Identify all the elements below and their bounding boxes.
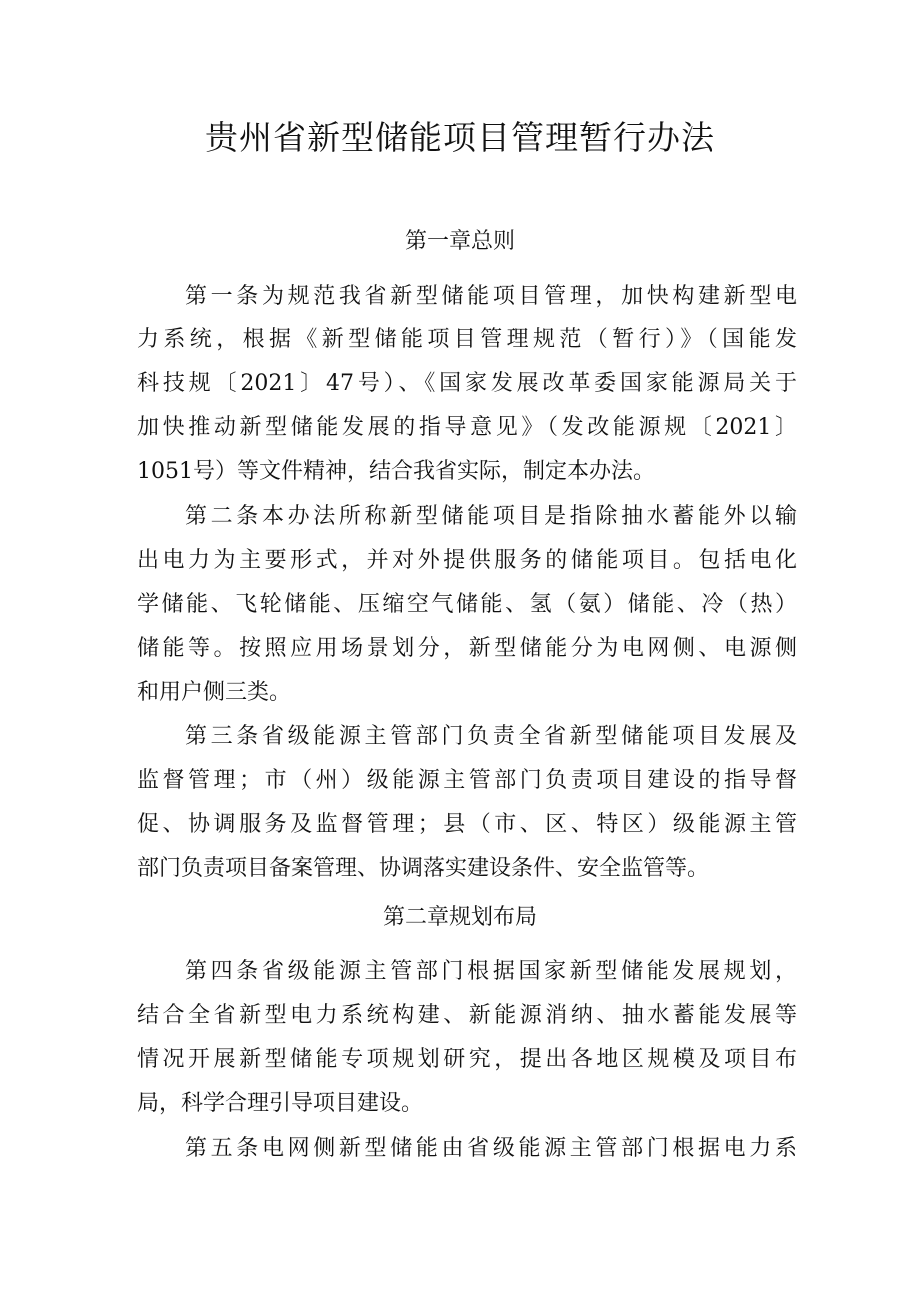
- paragraph-line: 储能等。按照应用场景划分，新型储能分为电网侧、电源侧: [137, 636, 797, 661]
- paragraph-line: 科技规〔2021〕47号）、《国家发展改革委国家能源局关于: [137, 371, 797, 396]
- paragraph-line: 结合全省新型电力系统构建、新能源消纳、抽水蓄能发展等: [137, 1003, 797, 1028]
- paragraph-line: 情况开展新型储能专项规划研究，提出各地区规模及项目布: [137, 1047, 797, 1072]
- paragraph-line: 促、协调服务及监督管理；县（市、区、特区）级能源主管: [137, 812, 797, 837]
- paragraph-line: 力系统，根据《新型储能项目管理规范（暂行）》（国能发: [137, 327, 797, 352]
- paragraph-line: 第四条省级能源主管部门根据国家新型储能发展规划，: [185, 959, 797, 984]
- paragraph-line: 监督管理；市（州）级能源主管部门负责项目建设的指导督: [137, 768, 797, 793]
- document-title: 贵州省新型储能项目管理暂行办法: [205, 118, 715, 157]
- paragraph-line: 第三条省级能源主管部门负责全省新型储能项目发展及: [185, 724, 797, 749]
- paragraph-line: 1051号）等文件精神，结合我省实际，制定本办法。: [137, 459, 655, 484]
- paragraph-line: 第一条为规范我省新型储能项目管理，加快构建新型电: [185, 284, 797, 309]
- chapter-heading: 第一章总则: [404, 229, 515, 254]
- paragraph-line: 加快推动新型储能发展的指导意见》（发改能源规〔2021〕: [137, 415, 797, 440]
- paragraph-line: 和用户侧三类。: [137, 680, 292, 705]
- paragraph-line: 出电力为主要形式，并对外提供服务的储能项目。包括电化: [137, 548, 797, 573]
- paragraph-line: 第二条本办法所称新型储能项目是指除抽水蓄能外以输: [185, 504, 797, 529]
- paragraph-line: 局，科学合理引导项目建设。: [137, 1091, 424, 1116]
- paragraph-line: 部门负责项目备案管理、协调落实建设条件、安全监管等。: [137, 856, 710, 881]
- paragraph-line: 学储能、飞轮储能、压缩空气储能、氢（氨）储能、冷（热）: [137, 592, 797, 617]
- paragraph-line: 第五条电网侧新型储能由省级能源主管部门根据电力系: [185, 1136, 797, 1161]
- chapter-heading: 第二章规划布局: [382, 905, 537, 930]
